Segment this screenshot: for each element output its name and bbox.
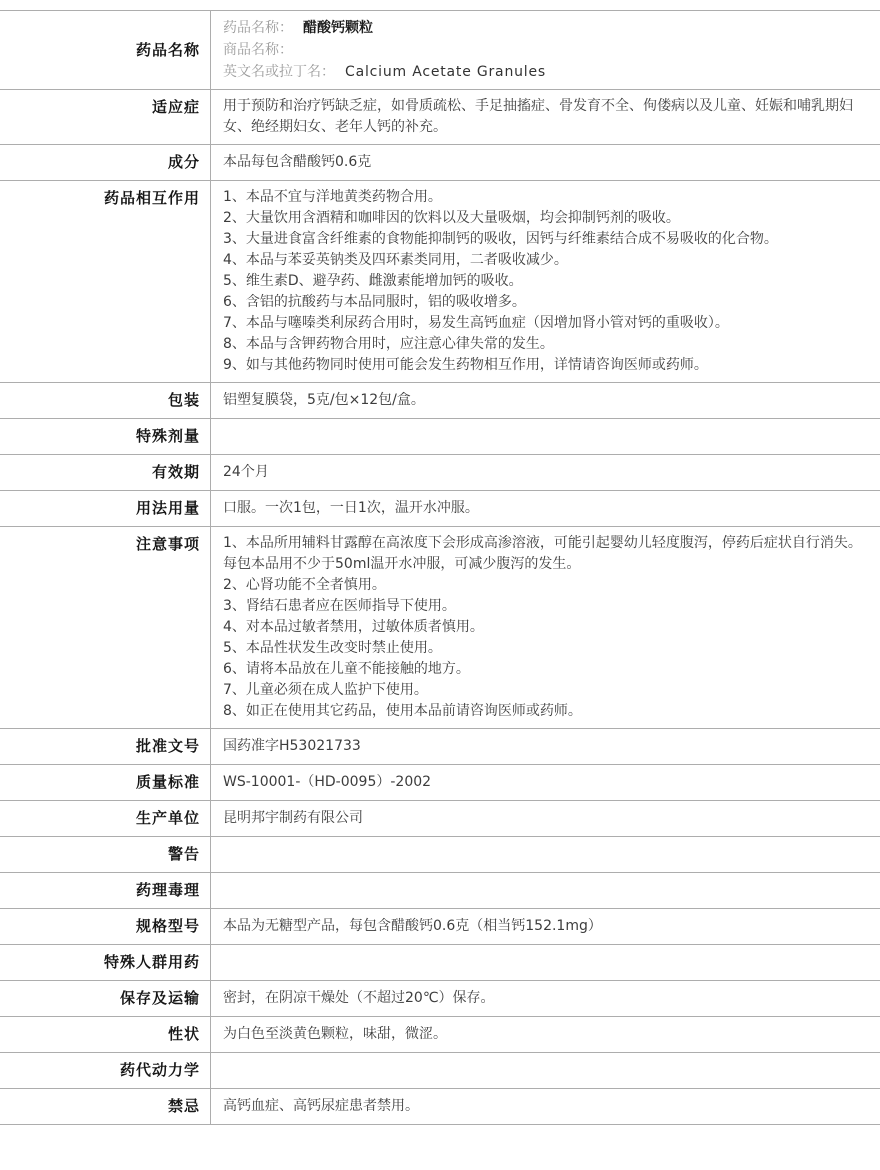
field-value: [211, 419, 880, 455]
field-label: 警告: [0, 837, 211, 873]
field-label: 禁忌: [0, 1089, 211, 1125]
field-sublabel: 药品名称：: [223, 20, 293, 36]
field-value: 本品为无糖型产品，每包含醋酸钙0.6克（相当钙152.1mg）: [211, 909, 880, 945]
field-value: 昆明邦宇制药有限公司: [211, 801, 880, 837]
field-value: 用于预防和治疗钙缺乏症，如骨质疏松、手足抽搐症、骨发育不全、佝偻病以及儿童、妊娠和哺乳期妇女、绝经期妇女、老年人钙的补充。: [211, 90, 880, 145]
table-row: [0, 945, 880, 981]
field-label: 药理毒理: [0, 873, 211, 909]
list-line: 3、大量进食富含纤维素的食物能抑制钙的吸收，因钙与纤维素结合成不易吸收的化合物。: [223, 231, 778, 247]
field-label: 质量标准: [0, 765, 211, 801]
field-label: 成分: [0, 145, 211, 181]
list-line: 6、含铝的抗酸药与本品同服时，铝的吸收增多。: [223, 294, 526, 310]
list-line: 7、儿童必须在成人监护下使用。: [223, 682, 428, 698]
field-label: 药品名称: [0, 11, 211, 90]
field-subvalue: Calcium Acetate Granules: [345, 64, 546, 80]
table-row: [0, 491, 880, 527]
field-label: 适应症: [0, 90, 211, 145]
table-row: [0, 181, 880, 383]
field-label: 性状: [0, 1017, 211, 1053]
field-value: [211, 873, 880, 909]
list-line: 7、本品与噻嗪类利尿药合用时，易发生高钙血症（因增加肾小管对钙的重吸收）。: [223, 315, 729, 331]
field-value: 高钙血症、高钙尿症患者禁用。: [211, 1089, 880, 1125]
list-line: 9、如与其他药物同时使用可能会发生药物相互作用，详情请咨询医师或药师。: [223, 357, 708, 373]
name-field-line: [223, 39, 864, 61]
field-label: 药代动力学: [0, 1053, 211, 1089]
table-row: [0, 1089, 880, 1125]
table-row: [0, 455, 880, 491]
field-label: 生产单位: [0, 801, 211, 837]
table-row: [0, 383, 880, 419]
table-row: [0, 981, 880, 1017]
field-value: [211, 837, 880, 873]
list-line: 8、如正在使用其它药品，使用本品前请咨询医师或药师。: [223, 703, 582, 719]
table-row: [0, 11, 880, 90]
field-value: 国药准字H53021733: [211, 729, 880, 765]
list-line: 4、本品与苯妥英钠类及四环素类同用，二者吸收减少。: [223, 252, 568, 268]
field-value: 本品每包含醋酸钙0.6克: [211, 145, 880, 181]
field-sublabel: 英文名或拉丁名：: [223, 64, 335, 80]
field-value: 密封，在阴凉干燥处（不超过20℃）保存。: [211, 981, 880, 1017]
table-row: [0, 909, 880, 945]
field-label: 药品相互作用: [0, 181, 211, 383]
field-value: 铝塑复膜袋，5克/包×12包/盒。: [211, 383, 880, 419]
field-value: [211, 11, 880, 90]
table-body: [0, 11, 880, 1125]
list-line: 2、大量饮用含酒精和咖啡因的饮料以及大量吸烟，均会抑制钙剂的吸收。: [223, 210, 680, 226]
list-line: 1、本品所用辅料甘露醇在高浓度下会形成高渗溶液，可能引起婴幼儿轻度腹泻，停药后症状自行消失。每包本品用不少于50ml温开水冲服，可减少腹泻的发生。: [223, 535, 862, 572]
field-label: 保存及运输: [0, 981, 211, 1017]
name-field-line: [223, 61, 864, 83]
list-line: 2、心肾功能不全者慎用。: [223, 577, 386, 593]
field-value: [211, 527, 880, 729]
table-row: [0, 873, 880, 909]
field-label: 批准文号: [0, 729, 211, 765]
field-label: 特殊人群用药: [0, 945, 211, 981]
field-label: 规格型号: [0, 909, 211, 945]
table-row: [0, 145, 880, 181]
list-line: 8、本品与含钾药物合用时，应注意心律失常的发生。: [223, 336, 554, 352]
list-line: 1、本品不宜与洋地黄类药物合用。: [223, 189, 442, 205]
field-value: 为白色至淡黄色颗粒，味甜，微涩。: [211, 1017, 880, 1053]
field-subvalue: 醋酸钙颗粒: [303, 20, 373, 36]
field-value: WS-10001-（HD-0095）-2002: [211, 765, 880, 801]
table-row: [0, 1053, 880, 1089]
list-line: 5、本品性状发生改变时禁止使用。: [223, 640, 442, 656]
list-line: 5、维生素D、避孕药、雌激素能增加钙的吸收。: [223, 273, 523, 289]
list-line: 3、肾结石患者应在医师指导下使用。: [223, 598, 456, 614]
field-value: [211, 945, 880, 981]
field-value: 口服。一次1包，一日1次，温开水冲服。: [211, 491, 880, 527]
table-row: [0, 729, 880, 765]
drug-info-table: [0, 10, 880, 1125]
table-row: [0, 765, 880, 801]
field-label: 注意事项: [0, 527, 211, 729]
field-value: 24个月: [211, 455, 880, 491]
table-row: [0, 90, 880, 145]
name-field-line: [223, 17, 864, 39]
table-row: [0, 801, 880, 837]
field-value: [211, 1053, 880, 1089]
field-label: 有效期: [0, 455, 211, 491]
field-label: 特殊剂量: [0, 419, 211, 455]
field-label: 包装: [0, 383, 211, 419]
field-label: 用法用量: [0, 491, 211, 527]
table-row: [0, 419, 880, 455]
table-row: [0, 1017, 880, 1053]
list-line: 6、请将本品放在儿童不能接触的地方。: [223, 661, 470, 677]
table-row: [0, 527, 880, 729]
field-value: [211, 181, 880, 383]
table-row: [0, 837, 880, 873]
list-line: 4、对本品过敏者禁用，过敏体质者慎用。: [223, 619, 484, 635]
field-sublabel: 商品名称：: [223, 42, 293, 58]
